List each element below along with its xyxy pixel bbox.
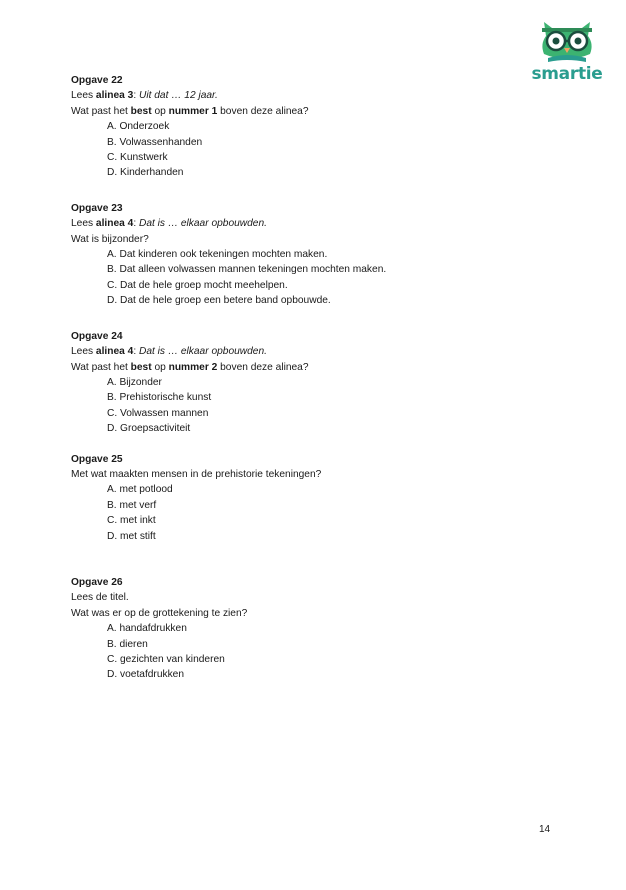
question-instruction: Lees alinea 4: Dat is … elkaar opbouwden.	[71, 346, 267, 358]
question-title: Opgave 25	[71, 453, 123, 465]
answer-options	[107, 621, 541, 683]
answer-option: C. gezichten van kinderen	[107, 654, 225, 665]
worksheet-content	[71, 73, 541, 683]
question-instruction: Lees alinea 3: Uit dat … 12 jaar.	[71, 90, 218, 102]
answer-option: D. met stift	[107, 530, 156, 542]
question-title: Opgave 23	[71, 202, 123, 214]
question-block-22	[71, 73, 541, 181]
question-block-25	[71, 452, 541, 544]
question-instruction: Lees alinea 4: Dat is … elkaar opbouwden.	[71, 218, 267, 230]
question-block-23	[71, 201, 541, 309]
question-text: Wat past het best op nummer 1 boven deze alinea?	[71, 105, 309, 117]
question-text: Wat is bijzonder?	[71, 233, 149, 245]
answer-option: B. dieren	[107, 638, 148, 650]
owl-icon	[528, 14, 606, 66]
page-number: 14	[539, 824, 551, 835]
answer-option: A. Onderzoek	[107, 121, 170, 133]
answer-option: C. met inkt	[107, 515, 156, 527]
answer-option: B. met verf	[107, 499, 157, 511]
answer-option: A. met potlood	[107, 484, 173, 496]
answer-option: C. Volwassen mannen	[107, 407, 209, 419]
question-block-24	[71, 329, 541, 437]
question-block-26	[71, 575, 541, 683]
answer-option: C. Kunstwerk	[107, 152, 168, 164]
question-text: Wat past het best op nummer 2 boven deze alinea?	[71, 361, 309, 373]
question-title: Opgave 22	[71, 75, 123, 86]
logo-wordmark: smartie	[531, 64, 603, 84]
answer-options	[107, 247, 541, 309]
answer-option: A. Bijzonder	[107, 376, 162, 388]
question-text: Met wat maakten mensen in de prehistorie tekeningen?	[71, 468, 322, 480]
answer-option: B. Prehistorische kunst	[107, 392, 212, 404]
question-text: Wat was er op de grottekening te zien?	[71, 607, 248, 619]
question-title: Opgave 26	[71, 576, 123, 588]
answer-option: B. Volwassenhanden	[107, 136, 203, 148]
question-title: Opgave 24	[71, 330, 123, 342]
answer-option: D. Kinderhanden	[107, 167, 184, 179]
answer-option: D. voetafdrukken	[107, 669, 185, 681]
answer-options	[107, 119, 541, 181]
answer-option: C. Dat de hele groep mocht meehelpen.	[107, 279, 288, 291]
question-instruction: Lees de titel.	[71, 592, 129, 604]
answer-option: B. Dat alleen volwassen mannen tekeningen mochten maken.	[107, 264, 387, 276]
answer-options	[107, 482, 541, 544]
answer-option: A. Dat kinderen ook tekeningen mochten maken.	[107, 249, 328, 261]
answer-option: A. handafdrukken	[107, 623, 187, 635]
answer-option: D. Groepsactiviteit	[107, 423, 191, 435]
answer-options	[107, 375, 541, 437]
answer-option: D. Dat de hele groep een betere band opbouwde.	[107, 295, 331, 307]
